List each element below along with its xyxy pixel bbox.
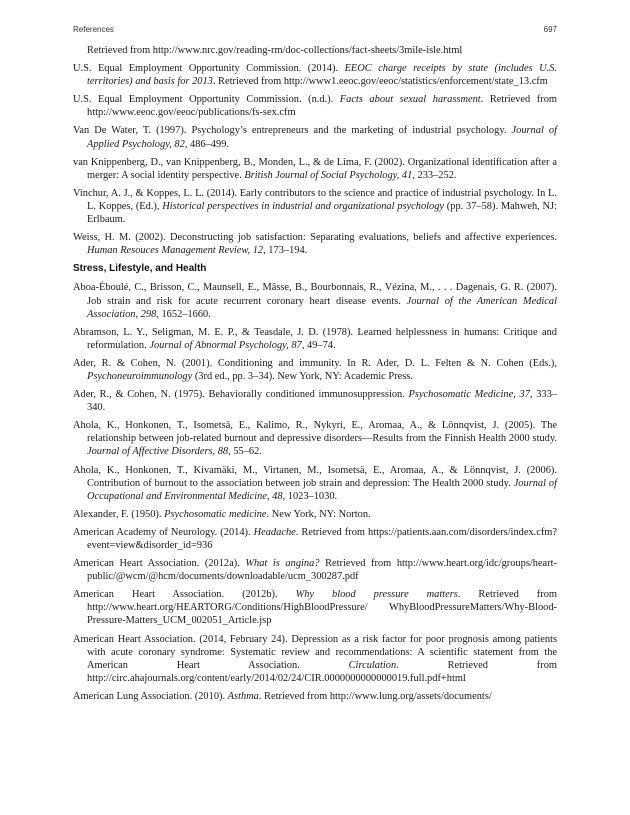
reference-text: , 173–194. xyxy=(263,245,308,257)
reference-entry xyxy=(73,124,557,150)
reference-text: , 486–499. xyxy=(184,138,229,150)
reference-list xyxy=(73,44,557,708)
reference-text: . Retrieved from http://www.heart.org/HEARTORG/Conditions/HighBloodPressure/ WhyBloodPressureMatters/Why-Blood-Pressure-Matters_UCM_002051_Article.jsp xyxy=(87,589,557,627)
reference-entry xyxy=(73,388,557,414)
reference-italic: Human Resouces Management Review, 12 xyxy=(87,245,264,257)
reference-text: American Heart Association. (2012b). xyxy=(73,589,296,601)
reference-italic: Headache xyxy=(253,526,296,538)
reference-text: Ader, R. & Cohen, N. (2001). Conditioning and immunity. In R. Ader, D. L. Felten & N. Cohen (Eds.), xyxy=(73,357,557,369)
reference-italic: Journal of the American Medical Association, 298 xyxy=(87,295,557,320)
reference-italic: Journal of Affective Disorders, 88 xyxy=(87,446,229,458)
reference-italic: Journal of Occupational and Environmental Medicine, 48 xyxy=(87,477,557,502)
reference-text: , 49–74. xyxy=(301,339,336,351)
reference-italic: Journal of Applied Psychology, 82 xyxy=(87,125,557,150)
reference-text: . Retrieved from http://www.eeoc.gov/eeoc/publications/fs-sex.cfm xyxy=(87,94,557,119)
reference-text: , 1652–1660. xyxy=(156,308,211,320)
page-number: 697 xyxy=(543,25,557,34)
reference-text: Aboa-Éboulé, C., Brisson, C., Maunsell, E., Mâsse, B., Bourbonnais, R., Vézina, M., . . . Dagenais, G. R. (2007). Job strain and risk for acute recurrent coronary heart disease events. xyxy=(73,282,557,307)
reference-text: Abramson, L. Y., Seligman, M. E. P., & Teasdale, J. D. (1978). Learned helplessness in humans: Critique and reformulation. xyxy=(73,326,557,351)
reference-text: U.S. Equal Employment Opportunity Commission. (n.d.). xyxy=(73,94,340,106)
reference-italic: What is angina? xyxy=(245,558,320,570)
running-header-title: References xyxy=(73,25,114,34)
reference-text: . Retrieved from http://www.lung.org/assets/documents/ xyxy=(258,690,492,702)
reference-text: , 55–62. xyxy=(228,446,262,458)
reference-entry xyxy=(73,187,557,226)
reference-entry xyxy=(73,464,557,503)
reference-text: American Lung Association. (2010). xyxy=(73,690,228,702)
reference-entry xyxy=(73,357,557,383)
reference-italic: Psychosomatic Medicine, 37 xyxy=(408,389,530,401)
reference-italic: Facts about sexual harassment xyxy=(339,94,481,106)
reference-italic: Psychosomatic medicine xyxy=(164,508,267,520)
reference-entry xyxy=(73,633,557,685)
reference-entry xyxy=(73,44,557,57)
reference-entry xyxy=(73,93,557,119)
reference-entry xyxy=(73,62,557,88)
reference-italic: Journal of Abnormal Psychology, 87 xyxy=(149,339,302,351)
reference-italic: Psychoneuroimmunology xyxy=(87,370,193,382)
reference-text: Alexander, F. (1950). xyxy=(73,508,165,520)
reference-entry xyxy=(73,526,557,552)
running-header xyxy=(73,25,557,34)
reference-italic: British Journal of Social Psychology, 41 xyxy=(244,169,413,181)
reference-entry xyxy=(73,588,557,627)
reference-text: . Retrieved from http://www1.eeoc.gov/eeoc/statistics/enforcement/state_13.cfm xyxy=(212,76,548,88)
reference-text: van Knippenberg, D., van Knippenberg, B., Monden, L., & de Lima, F. (2002). Organizational identification after a merger: A social identity perspective. xyxy=(73,156,557,181)
reference-text: , 1023–1030. xyxy=(282,490,338,502)
reference-italic: Asthma xyxy=(227,690,259,702)
reference-entry xyxy=(73,419,557,458)
section-heading: Stress, Lifestyle, and Health xyxy=(73,263,207,275)
reference-italic: Circulation xyxy=(348,659,397,671)
reference-text: American Academy of Neurology. (2014). xyxy=(73,526,254,538)
reference-text: . Retrieved from http://circ.ahajournals.org/content/early/2014/02/24/CIR.0000000000000019.full.pdf+html xyxy=(87,659,558,684)
reference-entry xyxy=(73,557,557,583)
reference-entry xyxy=(73,508,557,521)
reference-text: Ahola, K., Honkonen, T., Kivamäki, M., Virtanen, M., Isometsä, E., Aromaa, A., & Lönnqvist, J. (2006). Contribution of burnout to the association between job strain and depression: The Health 2000 study. xyxy=(73,464,557,489)
reference-text: Vinchur, A. J., & Koppes, L. L. (2014). Early contributors to the science and practice of industrial psychology. In L. L. Koppes, (Ed.), xyxy=(73,187,557,212)
reference-text: , 233–252. xyxy=(412,169,457,181)
reference-text: American Heart Association. (2012a). xyxy=(73,558,246,570)
reference-text: Ahola, K., Honkonen, T., Isometsä, E., Kalimo, R., Nykyri, E., Aromaa, A., & Lönnqvist, J. (2005). The relationship between job-related burnout and depressive disorders—Results from the Finnish Health 2000 study. xyxy=(73,420,557,445)
reference-italic: Historical perspectives in industrial and organizational psychology xyxy=(162,200,445,212)
reference-text: Retrieved from http://www.nrc.gov/reading-rm/doc-collections/fact-sheets/3mile-isle.html xyxy=(87,45,463,56)
reference-text: . New York, NY: Norton. xyxy=(266,508,371,520)
reference-text: American Heart Association. (2014, February 24). Depression as a risk factor for poor prognosis among patients with acute coronary syndrome: Systematic review and recommendations: A scientific statement from the American Heart Association. xyxy=(73,633,557,671)
reference-text: (pp. 37–58). Mahweh, NJ: Erlbaum. xyxy=(87,200,557,226)
reference-italic: EEOC charge receipts by state (includes U.S. territories) and basis for 2013 xyxy=(87,63,557,88)
reference-text: . Retrieved from https://patients.aan.com/disorders/index.cfm?event=view&disorder_id=936 xyxy=(87,526,557,551)
reference-text: U.S. Equal Employment Opportunity Commission. (2014). xyxy=(73,63,345,75)
reference-text: Retrieved from http://www.heart.org/idc/groups/heart-public/@wcm/@hcm/documents/downloadable/ucm_300287.pdf xyxy=(87,558,557,583)
reference-text: (3rd ed., pp. 3–34). New York, NY: Academic Press. xyxy=(192,370,413,382)
reference-entry xyxy=(73,231,557,257)
reference-entry xyxy=(73,281,557,320)
reference-entry xyxy=(73,690,557,703)
reference-entry xyxy=(73,326,557,352)
reference-entry xyxy=(73,156,557,182)
reference-italic: Why blood pressure matters xyxy=(295,589,458,601)
reference-text: , 333–340. xyxy=(87,389,557,414)
reference-text: Weiss, H. M. (2002). Deconstructing job satisfaction: Separating evaluations, beliefs and affective experiences. xyxy=(73,232,557,244)
reference-text: Van De Water, T. (1997). Psychology’s entrepreneurs and the marketing of industrial psychology. xyxy=(73,125,512,137)
reference-text: Ader, R., & Cohen, N. (1975). Behaviorally conditioned immunosuppression. xyxy=(73,389,409,401)
